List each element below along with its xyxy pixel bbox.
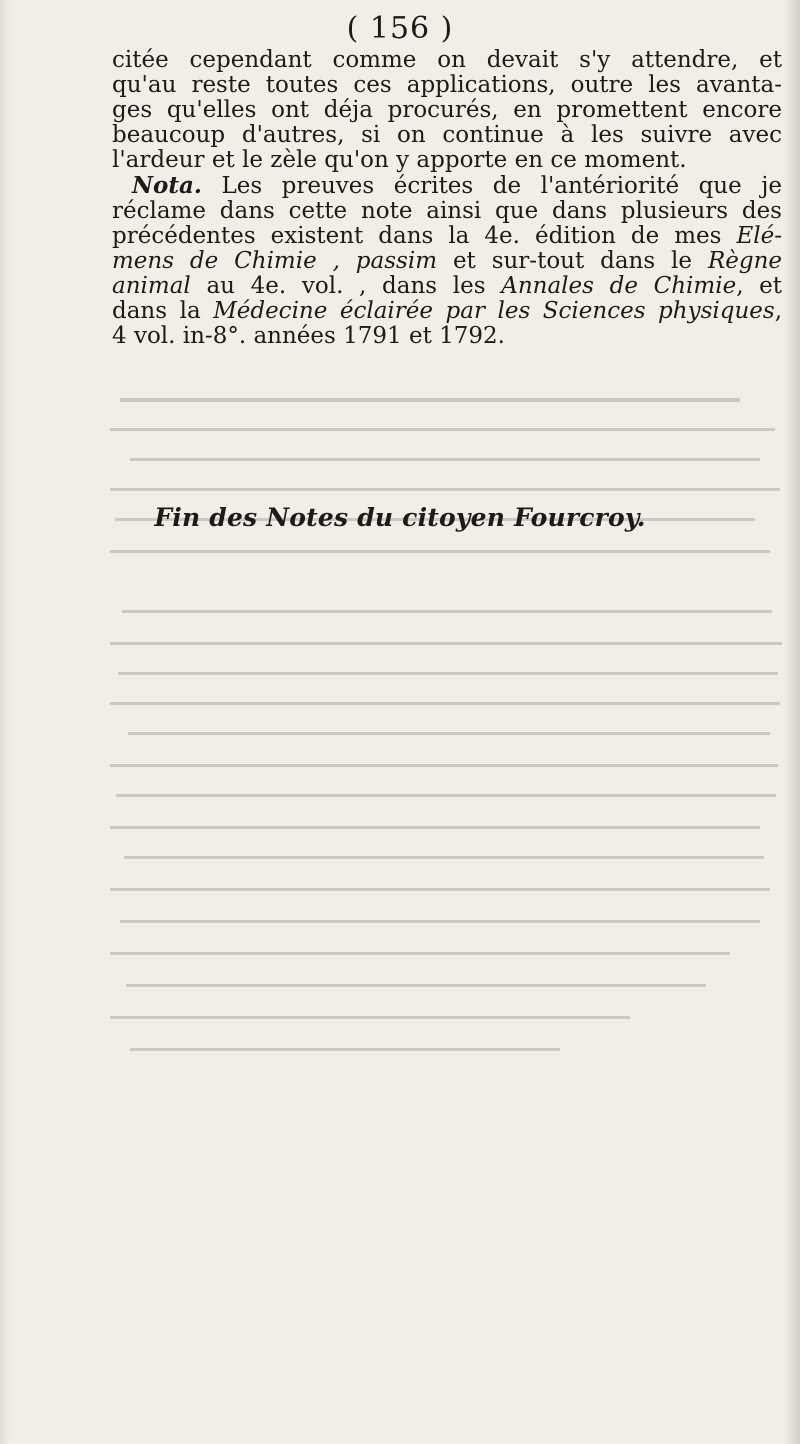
text-line: animal au 4e. vol. , dans les Annales de Chimie, et xyxy=(112,273,783,299)
text-line: dans la Médecine éclairée par les Sciences physiques, xyxy=(112,298,782,324)
page-left-edge-shadow xyxy=(0,0,10,1444)
text-line: 4 vol. in-8°. années 1791 et 1792. xyxy=(112,323,505,349)
paragraph-continuation xyxy=(112,48,782,173)
text-line: Nota. Les preuves écrites de l'antériorité que je xyxy=(132,172,782,199)
text-line: beaucoup d'autres, si on continue à les suivre avec xyxy=(112,122,782,148)
text-line: citée cependant comme on devait s'y attendre, et xyxy=(112,47,782,73)
text-line: réclame dans cette note ainsi que dans plusieurs des xyxy=(112,198,782,224)
text-line: ges qu'elles ont déja procurés, en promettent encore xyxy=(112,97,782,123)
text-line: mens de Chimie , passim et sur-tout dans le Règne xyxy=(112,248,783,274)
nota-paragraph xyxy=(112,173,782,349)
end-of-notes-heading: Fin des Notes du citoyen Fourcroy. xyxy=(154,503,646,532)
bleed-through-texture xyxy=(110,380,790,1100)
text-line: l'ardeur et le zèle qu'on y apporte en ce moment. xyxy=(112,147,687,173)
text-line: qu'au reste toutes ces applications, outre les avanta- xyxy=(112,72,782,98)
page-number: ( 156 ) xyxy=(346,11,454,46)
nota-label: Nota. xyxy=(132,172,202,199)
text-line: précédentes existent dans la 4e. édition de mes Elé- xyxy=(112,223,783,249)
